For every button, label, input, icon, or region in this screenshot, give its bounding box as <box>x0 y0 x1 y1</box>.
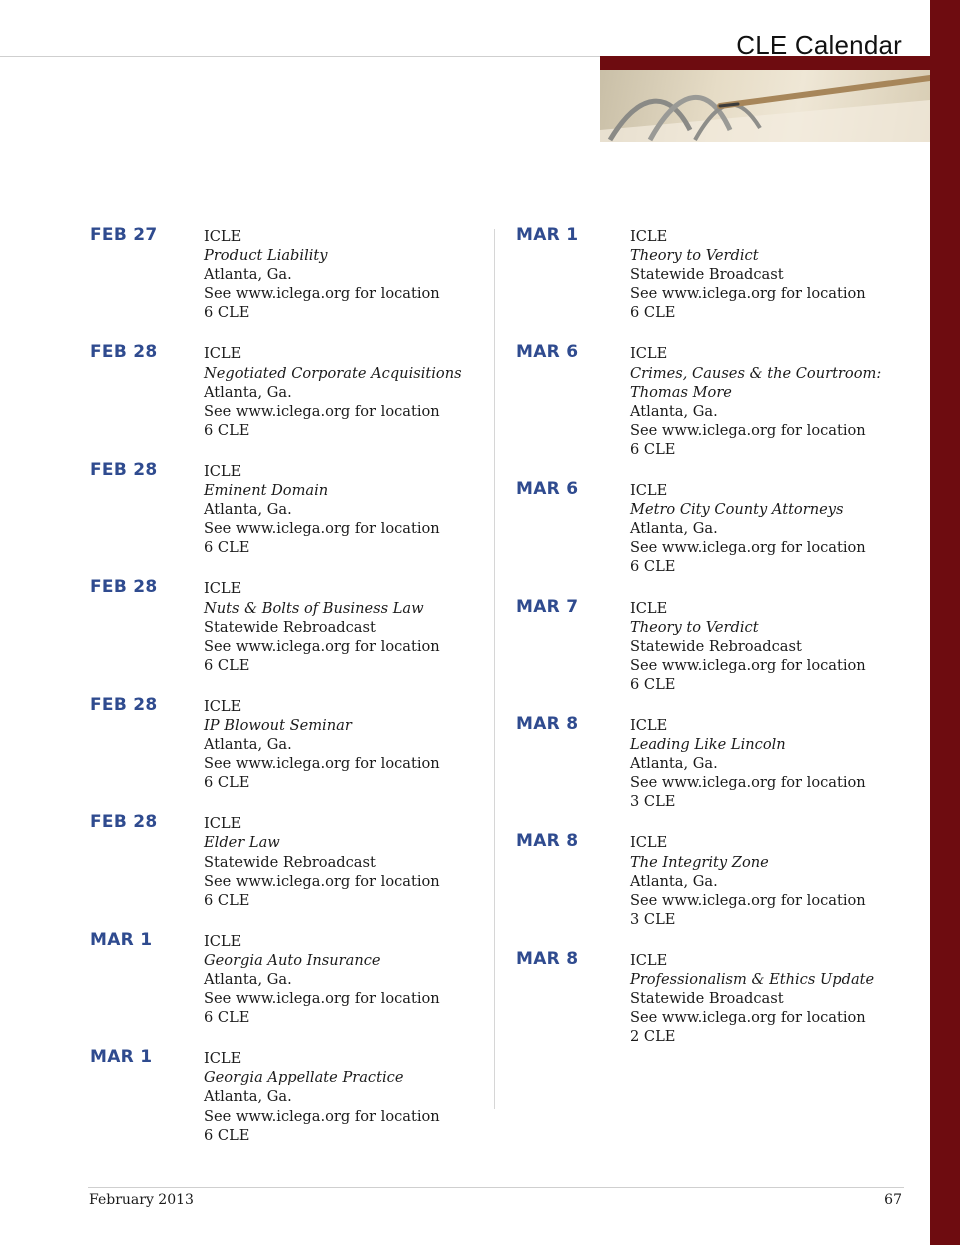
event-credits: 6 CLE <box>204 1126 250 1144</box>
event-location-note: See www.iclega.org for location <box>630 774 866 792</box>
event-title: Elder Law <box>204 834 280 852</box>
event-credits: 6 CLE <box>204 656 250 674</box>
event-location: Statewide Rebroadcast <box>204 853 376 871</box>
event-title: Metro City County Attorneys <box>630 501 844 519</box>
event-provider: ICLE <box>630 345 668 363</box>
event-location: Atlanta, Ga. <box>204 1088 292 1106</box>
event-title: Georgia Auto Insurance <box>204 951 381 969</box>
calendar-event <box>90 341 490 439</box>
event-location-note: See www.iclega.org for location <box>630 656 866 674</box>
footer-page-number: 67 <box>884 1192 902 1208</box>
event-date: FEB 28 <box>90 694 158 715</box>
event-provider: ICLE <box>204 345 242 363</box>
event-location-note: See www.iclega.org for location <box>630 285 866 303</box>
event-credits: 6 CLE <box>204 421 250 439</box>
event-details <box>630 830 866 928</box>
event-details <box>204 811 440 909</box>
page-title: CLE Calendar <box>736 30 902 60</box>
event-details <box>630 596 866 694</box>
footer-rule <box>88 1187 904 1188</box>
event-details <box>204 1046 440 1144</box>
event-location-note: See www.iclega.org for location <box>204 285 440 303</box>
event-location-note: See www.iclega.org for location <box>204 637 440 655</box>
event-details <box>630 948 874 1046</box>
event-provider: ICLE <box>204 932 242 950</box>
event-credits: 6 CLE <box>204 774 250 792</box>
event-location: Atlanta, Ga. <box>204 736 292 754</box>
calendar-event <box>516 948 916 1046</box>
event-date: MAR 6 <box>516 479 579 500</box>
event-location: Atlanta, Ga. <box>630 872 718 890</box>
calendar-event <box>516 224 916 322</box>
event-credits: 3 CLE <box>630 793 676 811</box>
event-provider: ICLE <box>204 580 242 598</box>
calendar-event <box>516 713 916 811</box>
event-location: Statewide Rebroadcast <box>204 618 376 636</box>
event-title: Professionalism & Ethics Update <box>630 971 875 988</box>
event-details <box>630 478 866 576</box>
event-details <box>204 341 462 439</box>
event-location-note: See www.iclega.org for location <box>204 1107 440 1125</box>
event-location: Atlanta, Ga. <box>204 266 292 284</box>
event-provider: ICLE <box>204 815 242 833</box>
event-credits: 6 CLE <box>630 304 676 322</box>
event-credits: 6 CLE <box>204 304 250 322</box>
calendar-event <box>90 1046 490 1144</box>
event-provider: ICLE <box>630 834 668 852</box>
event-date: FEB 28 <box>90 812 158 833</box>
event-title: Nuts & Bolts of Business Law <box>204 599 424 617</box>
event-location-note: See www.iclega.org for location <box>630 891 866 909</box>
event-date: MAR 1 <box>90 1047 153 1068</box>
footer-issue: February 2013 <box>89 1192 194 1208</box>
event-location: Atlanta, Ga. <box>204 383 292 401</box>
event-provider: ICLE <box>204 697 242 715</box>
event-credits: 6 CLE <box>630 675 676 693</box>
event-location: Statewide Broadcast <box>630 990 784 1008</box>
event-provider: ICLE <box>630 716 668 734</box>
calendar-event <box>90 929 490 1027</box>
event-title: Eminent Domain <box>204 482 329 500</box>
event-credits: 2 CLE <box>630 1028 676 1046</box>
event-location-note: See www.iclega.org for location <box>204 520 440 538</box>
calendar-event <box>90 224 490 322</box>
event-location: Atlanta, Ga. <box>204 971 292 988</box>
event-date: MAR 8 <box>516 948 579 969</box>
calendar-event <box>90 811 490 909</box>
event-date: MAR 8 <box>516 713 579 734</box>
calendar-event <box>90 576 490 674</box>
event-location: Statewide Broadcast <box>630 266 784 284</box>
event-provider: ICLE <box>204 1050 242 1068</box>
event-provider: ICLE <box>204 462 242 480</box>
calendar-event <box>516 596 916 694</box>
event-title: Product Liability <box>204 247 328 265</box>
event-title: Leading Like Lincoln <box>630 736 786 754</box>
event-location: Atlanta, Ga. <box>204 501 292 519</box>
event-date: MAR 8 <box>516 831 579 852</box>
event-provider: ICLE <box>630 482 668 500</box>
event-title: Theory to Verdict <box>630 247 759 265</box>
event-title: Negotiated Corporate Acquisitions <box>204 364 462 382</box>
event-location: Atlanta, Ga. <box>630 520 718 538</box>
calendar-event <box>516 341 916 459</box>
event-location-note: See www.iclega.org for location <box>204 402 440 420</box>
right-margin-bar <box>930 0 960 1245</box>
event-location-note: See www.iclega.org for location <box>204 755 440 773</box>
event-date: FEB 27 <box>90 225 158 245</box>
event-details <box>630 341 881 459</box>
column-divider <box>494 229 495 1109</box>
event-date: FEB 28 <box>90 342 158 363</box>
event-date: MAR 1 <box>90 929 153 950</box>
event-location: Atlanta, Ga. <box>630 755 718 773</box>
event-provider: ICLE <box>630 228 668 245</box>
header-rule <box>0 56 600 57</box>
event-credits: 3 CLE <box>630 910 676 928</box>
event-location-note: See www.iclega.org for location <box>630 1009 866 1027</box>
event-provider: ICLE <box>204 228 242 245</box>
event-credits: 6 CLE <box>204 1009 250 1027</box>
event-credits: 6 CLE <box>204 539 250 557</box>
event-title: Crimes, Causes & the Courtroom: <box>630 364 882 382</box>
event-location-note: See www.iclega.org for location <box>630 421 866 439</box>
event-date: MAR 7 <box>516 596 579 617</box>
event-date: FEB 28 <box>90 459 158 480</box>
event-credits: 6 CLE <box>630 558 676 576</box>
event-location-note: See www.iclega.org for location <box>204 872 440 890</box>
calendar-event <box>90 459 490 557</box>
event-date: MAR 6 <box>516 342 579 363</box>
event-date: MAR 1 <box>516 225 579 245</box>
event-title: Georgia Appellate Practice <box>204 1069 404 1087</box>
event-details <box>630 713 866 811</box>
left-column <box>90 224 490 1164</box>
event-credits: 6 CLE <box>204 891 250 909</box>
event-title: IP Blowout Seminar <box>204 716 352 734</box>
event-details <box>204 576 440 674</box>
right-column <box>516 224 916 1065</box>
event-date: FEB 28 <box>90 577 158 598</box>
event-location: Atlanta, Ga. <box>630 402 718 420</box>
event-credits: 6 CLE <box>630 440 676 458</box>
calendar-event <box>516 478 916 576</box>
event-details <box>204 929 440 1027</box>
event-provider: ICLE <box>630 599 668 617</box>
event-details <box>204 459 440 557</box>
event-location: Statewide Rebroadcast <box>630 637 802 655</box>
event-title: Thomas More <box>630 383 732 401</box>
event-provider: ICLE <box>630 951 668 969</box>
event-details <box>630 224 866 322</box>
calendar-event <box>516 830 916 928</box>
event-details <box>204 694 440 792</box>
event-location-note: See www.iclega.org for location <box>630 539 866 557</box>
event-details <box>204 224 440 322</box>
header-photo <box>600 70 930 142</box>
event-title: The Integrity Zone <box>630 853 769 871</box>
calendar-event <box>90 694 490 792</box>
event-location-note: See www.iclega.org for location <box>204 990 440 1008</box>
event-title: Theory to Verdict <box>630 618 759 636</box>
